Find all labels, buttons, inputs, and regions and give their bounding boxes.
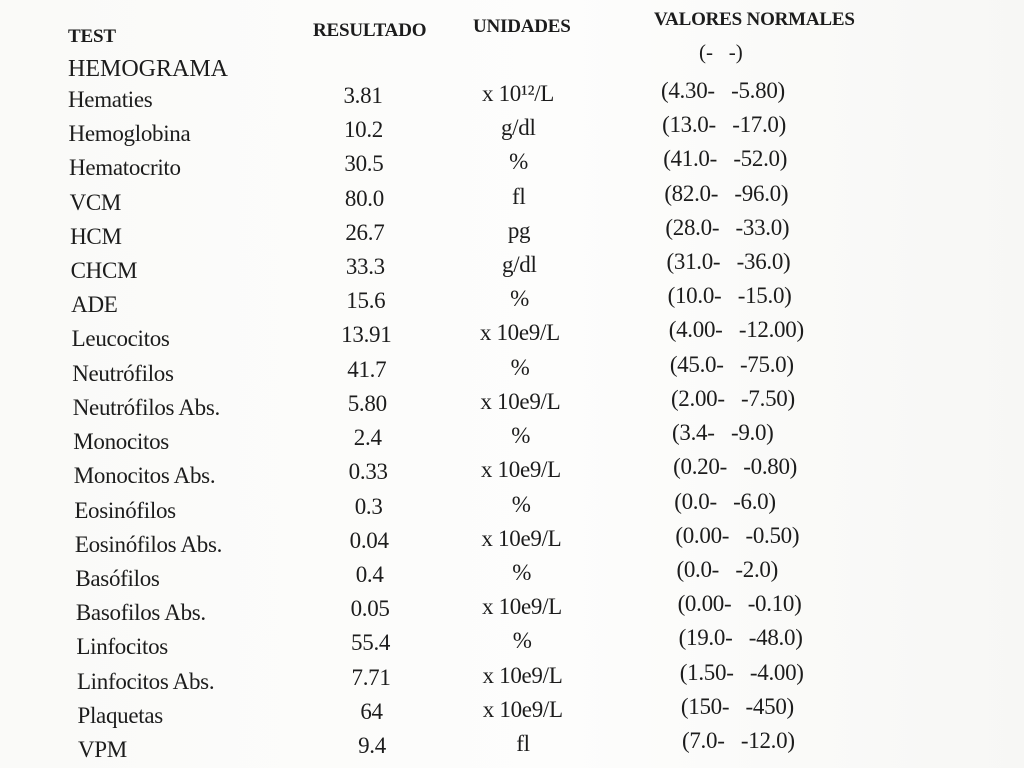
result-value: 33.3 — [345, 254, 385, 280]
reference-range: (0.00- -0.50) — [675, 522, 800, 548]
result-unit: x 10e9/L — [482, 662, 563, 688]
reference-range: (45.0- -75.0) — [669, 351, 794, 377]
reference-range: (13.0- -17.0) — [662, 112, 786, 138]
header-test: TEST — [68, 26, 116, 47]
result-unit: % — [511, 491, 531, 517]
header-resultado: RESULTADO — [313, 20, 427, 41]
result-value: 15.6 — [346, 288, 386, 314]
test-name: Linfocitos — [76, 634, 168, 660]
result-value: 64 — [360, 698, 383, 724]
result-row — [0, 728, 1024, 768]
reference-range: (19.0- -48.0) — [678, 625, 803, 651]
result-value: 0.33 — [348, 459, 388, 485]
result-unit: x 10¹²/L — [481, 81, 555, 106]
result-value: 30.5 — [344, 151, 384, 177]
result-value: 55.4 — [351, 630, 391, 656]
test-name: CHCM — [70, 258, 138, 284]
reference-range: (41.0- -52.0) — [663, 146, 788, 172]
reference-range: (0.0- -2.0) — [676, 556, 778, 582]
test-name: Neutrófilos — [72, 360, 174, 386]
test-name: Eosinófilos — [74, 497, 176, 523]
test-name: Linfocitos Abs. — [76, 668, 215, 694]
test-name: VPM — [78, 737, 127, 762]
test-name: Plaquetas — [77, 702, 163, 728]
test-name: Monocitos Abs. — [73, 463, 216, 489]
result-unit: x 10e9/L — [481, 594, 562, 620]
test-name: ADE — [71, 292, 118, 318]
reference-range: (0.20- -0.80) — [673, 454, 798, 480]
reference-range: (150- -450) — [680, 693, 794, 719]
reference-range: (10.0- -15.0) — [667, 283, 792, 309]
result-unit: % — [510, 286, 529, 312]
reference-range: (2.00- -7.50) — [670, 385, 795, 411]
result-value: 0.3 — [354, 493, 383, 519]
result-value: 26.7 — [345, 219, 385, 245]
result-unit: x 10e9/L — [480, 457, 561, 483]
header-unidades: UNIDADES — [473, 16, 571, 37]
result-unit: g/dl — [500, 115, 536, 141]
result-unit: x 10e9/L — [482, 696, 563, 722]
result-unit: x 10e9/L — [479, 320, 560, 346]
reference-range: (31.0- -36.0) — [666, 249, 791, 275]
reference-range: (0.00- -0.10) — [677, 591, 802, 617]
test-name: HCM — [70, 223, 122, 249]
test-name: Eosinófilos Abs. — [74, 531, 223, 557]
reference-range: (7.0- -12.0) — [682, 728, 795, 753]
result-unit: % — [512, 628, 532, 654]
result-unit: fl — [512, 183, 526, 209]
section-title-hemograma: HEMOGRAMA — [68, 56, 229, 82]
result-unit: % — [512, 559, 532, 585]
test-name: Basofilos Abs. — [75, 600, 206, 626]
result-unit: g/dl — [502, 252, 537, 278]
result-unit: % — [511, 423, 531, 449]
result-value: 0.04 — [349, 527, 389, 553]
reference-range: (1.50- -4.00) — [679, 659, 804, 685]
result-unit: x 10e9/L — [481, 525, 562, 551]
reference-range: (28.0- -33.0) — [665, 214, 790, 240]
test-name: Basófilos — [75, 565, 160, 591]
test-name: Hematocrito — [69, 155, 181, 181]
result-value: 13.91 — [341, 322, 392, 348]
header-range-format: (- -) — [699, 40, 743, 64]
result-value: 2.4 — [353, 425, 382, 451]
result-value: 80.0 — [344, 185, 384, 211]
result-unit: x 10e9/L — [480, 388, 561, 414]
reference-range: (4.00- -12.00) — [668, 317, 804, 343]
result-value: 0.05 — [350, 596, 390, 622]
result-value: 41.7 — [347, 356, 387, 382]
test-name: Leucocitos — [71, 326, 170, 352]
result-value: 5.80 — [347, 390, 387, 416]
result-unit: fl — [516, 731, 530, 756]
result-unit: % — [509, 149, 528, 175]
test-name: Neutrófilos Abs. — [72, 394, 220, 420]
result-unit: % — [510, 354, 530, 380]
test-name: Hemoglobina — [68, 121, 191, 147]
reference-range: (4.30- -5.80) — [661, 78, 785, 103]
reference-range: (0.0- -6.0) — [674, 488, 776, 514]
result-value: 0.4 — [355, 561, 384, 587]
test-name: VCM — [69, 189, 122, 215]
header-valores-normales: VALORES NORMALES — [654, 9, 855, 30]
result-value: 3.81 — [343, 83, 383, 108]
result-unit: pg — [507, 217, 531, 243]
test-name: Hematies — [68, 87, 153, 112]
result-value: 7.71 — [351, 664, 391, 690]
result-value: 9.4 — [358, 733, 386, 758]
reference-range: (82.0- -96.0) — [664, 180, 789, 206]
result-value: 10.2 — [343, 117, 383, 143]
reference-range: (3.4- -9.0) — [672, 420, 774, 446]
test-name: Monocitos — [73, 429, 169, 455]
